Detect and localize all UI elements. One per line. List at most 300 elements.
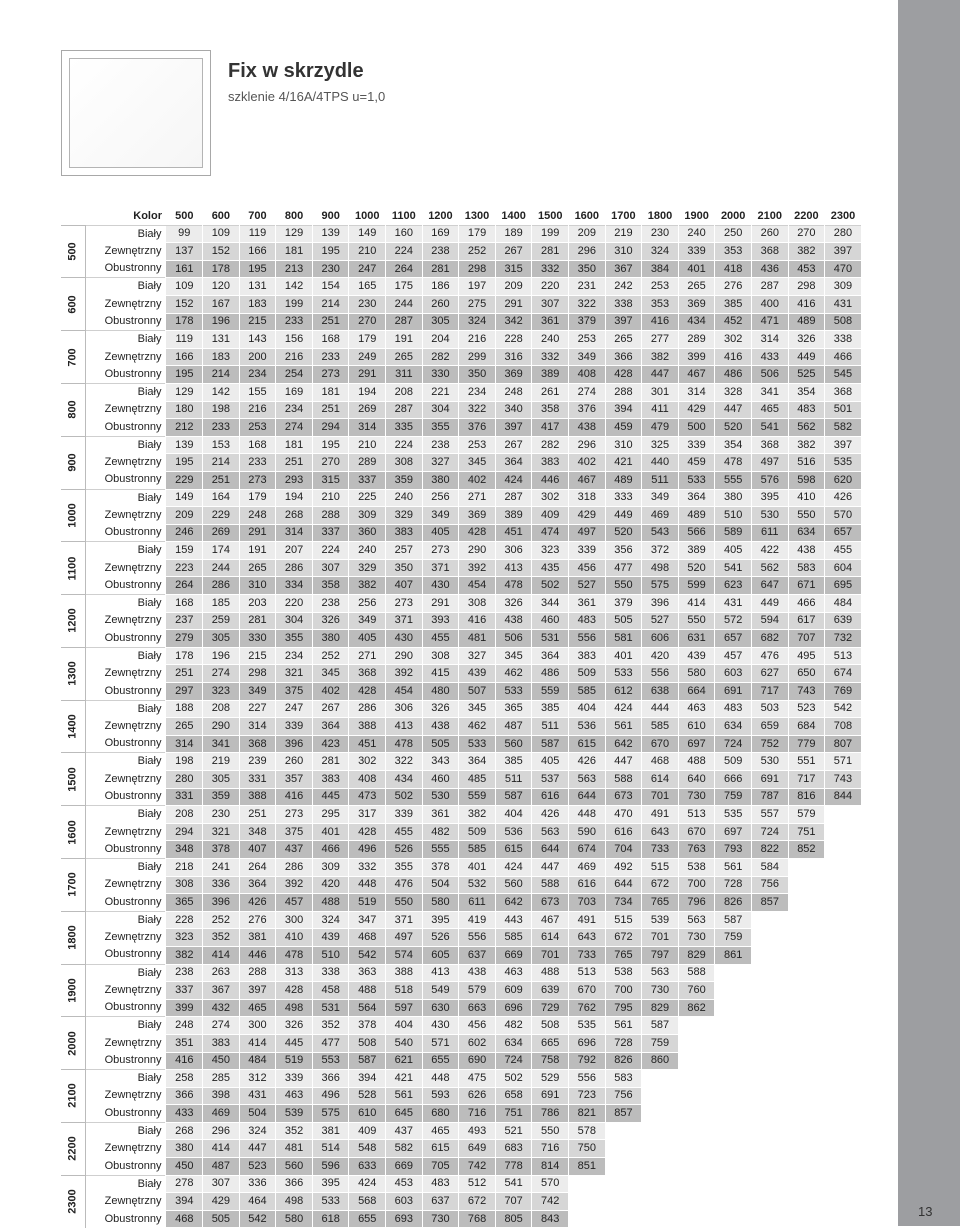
price-cell: 575 <box>312 1105 349 1123</box>
price-cell <box>715 982 752 1000</box>
price-cell: 455 <box>825 542 862 560</box>
row-color-label: Obustronny <box>86 630 166 648</box>
height-group-label <box>61 1122 86 1175</box>
price-cell: 634 <box>788 524 825 542</box>
price-cell <box>788 858 825 876</box>
row-color-label: Obustronny <box>86 1105 166 1123</box>
price-cell: 302 <box>715 331 752 349</box>
height-group-text: 2100 <box>66 1083 79 1109</box>
table-row <box>61 1175 861 1193</box>
price-cell: 612 <box>605 683 642 701</box>
price-cell: 488 <box>312 894 349 912</box>
price-cell: 493 <box>459 1122 496 1140</box>
price-cell: 501 <box>825 401 862 419</box>
price-cell <box>751 1070 788 1088</box>
price-cell: 216 <box>459 331 496 349</box>
price-cell: 496 <box>349 841 386 859</box>
price-cell: 576 <box>751 471 788 489</box>
price-cell: 265 <box>166 718 203 736</box>
price-cell: 520 <box>605 524 642 542</box>
price-cell: 234 <box>239 366 276 384</box>
price-cell: 305 <box>203 771 240 789</box>
price-cell: 288 <box>239 964 276 982</box>
price-cell: 429 <box>678 401 715 419</box>
price-cell: 178 <box>203 260 240 278</box>
price-cell: 445 <box>276 1034 313 1052</box>
price-cell: 643 <box>642 823 679 841</box>
price-cell <box>751 1122 788 1140</box>
price-cell: 265 <box>605 331 642 349</box>
price-cell: 286 <box>203 577 240 595</box>
price-cell: 298 <box>788 278 825 296</box>
price-cell <box>715 964 752 982</box>
price-cell: 397 <box>605 313 642 331</box>
price-cell: 463 <box>495 964 532 982</box>
table-row <box>61 419 861 437</box>
height-group-text: 1400 <box>66 714 79 739</box>
price-cell: 433 <box>751 348 788 366</box>
price-cell: 674 <box>569 841 606 859</box>
price-cell <box>751 1087 788 1105</box>
price-cell: 273 <box>386 595 423 613</box>
table-row <box>61 278 861 296</box>
price-cell: 627 <box>751 665 788 683</box>
price-cell: 414 <box>203 1140 240 1158</box>
price-cell: 251 <box>203 471 240 489</box>
price-cell: 379 <box>569 313 606 331</box>
row-color-label: Obustronny <box>86 524 166 542</box>
price-cell: 240 <box>386 489 423 507</box>
price-cell: 290 <box>459 542 496 560</box>
price-cell: 503 <box>751 700 788 718</box>
price-cell: 209 <box>495 278 532 296</box>
price-cell: 327 <box>459 647 496 665</box>
price-cell: 183 <box>239 295 276 313</box>
price-cell: 361 <box>569 595 606 613</box>
price-cell: 203 <box>239 595 276 613</box>
table-row <box>61 542 861 560</box>
price-cell: 428 <box>605 366 642 384</box>
price-cell <box>825 1052 862 1070</box>
price-cell: 497 <box>386 929 423 947</box>
price-cell: 465 <box>239 999 276 1017</box>
price-cell: 585 <box>569 683 606 701</box>
price-cell: 539 <box>642 911 679 929</box>
price-cell: 343 <box>422 753 459 771</box>
price-cell <box>751 999 788 1017</box>
price-cell <box>825 1122 862 1140</box>
price-cell: 533 <box>312 1193 349 1211</box>
row-color-label: Zewnętrzny <box>86 823 166 841</box>
price-cell: 559 <box>532 683 569 701</box>
price-cell: 216 <box>276 348 313 366</box>
price-cell: 244 <box>386 295 423 313</box>
table-row <box>61 929 861 947</box>
price-cell: 482 <box>495 1017 532 1035</box>
price-cell: 352 <box>203 929 240 947</box>
price-cell: 759 <box>715 788 752 806</box>
price-cell: 645 <box>386 1105 423 1123</box>
price-cell: 498 <box>276 999 313 1017</box>
row-color-label: Zewnętrzny <box>86 612 166 630</box>
price-cell: 388 <box>349 718 386 736</box>
price-cell: 560 <box>495 876 532 894</box>
height-group-label <box>61 595 86 648</box>
row-color-label: Obustronny <box>86 735 166 753</box>
price-cell: 763 <box>678 841 715 859</box>
price-cell: 510 <box>715 507 752 525</box>
price-cell: 256 <box>422 489 459 507</box>
price-cell: 530 <box>751 753 788 771</box>
height-group-text: 500 <box>66 242 79 261</box>
price-cell <box>678 1105 715 1123</box>
price-cell: 515 <box>605 911 642 929</box>
price-cell: 364 <box>678 489 715 507</box>
price-cell: 275 <box>459 295 496 313</box>
price-cell: 383 <box>203 1034 240 1052</box>
price-cell: 231 <box>569 278 606 296</box>
price-cell: 478 <box>715 454 752 472</box>
price-cell: 282 <box>532 436 569 454</box>
price-cell: 582 <box>825 419 862 437</box>
price-cell: 290 <box>203 718 240 736</box>
price-cell: 758 <box>532 1052 569 1070</box>
row-color-label: Biały <box>86 1122 166 1140</box>
price-cell: 416 <box>166 1052 203 1070</box>
price-cell: 326 <box>788 331 825 349</box>
price-cell: 484 <box>825 595 862 613</box>
price-cell: 475 <box>459 1070 496 1088</box>
price-cell: 208 <box>203 700 240 718</box>
price-cell <box>751 929 788 947</box>
height-group-text: 1900 <box>66 978 79 1003</box>
price-cell: 483 <box>422 1175 459 1193</box>
price-cell: 531 <box>312 999 349 1017</box>
price-cell: 680 <box>422 1105 459 1123</box>
price-cell: 762 <box>569 999 606 1017</box>
price-cell: 570 <box>825 507 862 525</box>
price-cell: 723 <box>569 1087 606 1105</box>
row-color-label: Zewnętrzny <box>86 1034 166 1052</box>
price-cell: 306 <box>495 542 532 560</box>
price-cell <box>678 1175 715 1193</box>
price-cell: 550 <box>605 577 642 595</box>
price-cell: 361 <box>422 806 459 824</box>
price-cell: 268 <box>276 507 313 525</box>
price-cell: 291 <box>349 366 386 384</box>
price-cell: 657 <box>715 630 752 648</box>
price-cell: 535 <box>569 1017 606 1035</box>
price-cell: 701 <box>642 929 679 947</box>
price-cell: 584 <box>751 858 788 876</box>
price-cell <box>825 858 862 876</box>
price-cell <box>751 964 788 982</box>
price-cell: 519 <box>276 1052 313 1070</box>
price-cell: 553 <box>312 1052 349 1070</box>
price-cell: 316 <box>495 348 532 366</box>
table-row <box>61 1193 861 1211</box>
price-cell: 385 <box>532 700 569 718</box>
price-cell: 155 <box>239 383 276 401</box>
row-color-label: Biały <box>86 964 166 982</box>
price-cell: 364 <box>459 753 496 771</box>
price-cell: 596 <box>312 1158 349 1176</box>
price-cell: 295 <box>312 806 349 824</box>
row-color-label: Zewnętrzny <box>86 401 166 419</box>
price-cell: 562 <box>788 419 825 437</box>
price-cell <box>751 1105 788 1123</box>
price-cell <box>642 1158 679 1176</box>
price-cell: 483 <box>715 700 752 718</box>
price-cell: 429 <box>569 507 606 525</box>
price-cell: 215 <box>239 647 276 665</box>
price-cell: 359 <box>386 471 423 489</box>
price-cell: 768 <box>459 1210 496 1228</box>
price-cell: 234 <box>276 647 313 665</box>
page-title: Fix w skrzydle <box>228 60 364 82</box>
price-cell <box>825 1158 862 1176</box>
price-cell: 508 <box>825 313 862 331</box>
price-cell: 500 <box>678 419 715 437</box>
row-color-label: Biały <box>86 489 166 507</box>
price-cell <box>788 1175 825 1193</box>
price-cell: 325 <box>642 436 679 454</box>
price-cell <box>751 1052 788 1070</box>
price-cell: 526 <box>422 929 459 947</box>
price-cell: 417 <box>532 419 569 437</box>
price-cell: 666 <box>715 771 752 789</box>
price-cell: 460 <box>422 771 459 789</box>
price-cell <box>788 1105 825 1123</box>
price-cell: 264 <box>166 577 203 595</box>
price-cell: 331 <box>239 771 276 789</box>
price-cell: 405 <box>422 524 459 542</box>
price-cell: 304 <box>422 401 459 419</box>
price-cell: 401 <box>678 260 715 278</box>
price-cell <box>825 999 862 1017</box>
price-cell: 139 <box>166 436 203 454</box>
price-cell: 469 <box>642 507 679 525</box>
price-cell: 507 <box>459 683 496 701</box>
price-cell: 448 <box>422 1070 459 1088</box>
price-cell: 560 <box>495 735 532 753</box>
price-cell: 368 <box>825 383 862 401</box>
price-cell: 119 <box>166 331 203 349</box>
price-cell: 347 <box>349 911 386 929</box>
price-cell: 380 <box>312 630 349 648</box>
price-cell: 276 <box>239 911 276 929</box>
price-cell: 214 <box>203 454 240 472</box>
price-cell: 618 <box>312 1210 349 1228</box>
price-cell: 525 <box>788 366 825 384</box>
table-row <box>61 401 861 419</box>
price-cell: 562 <box>751 559 788 577</box>
price-cell: 479 <box>642 419 679 437</box>
column-header: 2200 <box>788 208 825 225</box>
height-group-text: 1800 <box>66 925 79 950</box>
price-cell: 307 <box>532 295 569 313</box>
price-cell: 223 <box>166 559 203 577</box>
price-cell: 352 <box>312 1017 349 1035</box>
price-cell: 700 <box>678 876 715 894</box>
price-cell: 371 <box>422 559 459 577</box>
column-header: 2300 <box>825 208 862 225</box>
price-cell: 281 <box>239 612 276 630</box>
price-cell: 314 <box>678 383 715 401</box>
price-cell: 458 <box>312 982 349 1000</box>
row-color-label: Biały <box>86 1017 166 1035</box>
price-cell: 238 <box>422 243 459 261</box>
price-cell: 280 <box>166 771 203 789</box>
price-cell: 196 <box>203 313 240 331</box>
row-color-label: Biały <box>86 542 166 560</box>
price-cell: 195 <box>166 366 203 384</box>
price-cell <box>788 1087 825 1105</box>
price-cell: 751 <box>495 1105 532 1123</box>
side-bar <box>898 0 960 1226</box>
price-cell: 388 <box>386 964 423 982</box>
price-cell: 700 <box>605 982 642 1000</box>
price-cell: 451 <box>495 524 532 542</box>
price-cell: 450 <box>203 1052 240 1070</box>
price-cell: 194 <box>276 489 313 507</box>
price-cell <box>715 1034 752 1052</box>
row-color-label: Biały <box>86 911 166 929</box>
price-cell <box>642 1105 679 1123</box>
price-cell <box>825 1193 862 1211</box>
price-cell: 642 <box>605 735 642 753</box>
row-color-label: Biały <box>86 383 166 401</box>
price-cell: 862 <box>678 999 715 1017</box>
price-cell: 483 <box>569 612 606 630</box>
price-cell: 447 <box>715 401 752 419</box>
row-color-label: Biały <box>86 278 166 296</box>
price-cell: 191 <box>239 542 276 560</box>
price-cell <box>642 1140 679 1158</box>
height-group-label <box>61 858 86 911</box>
price-cell: 615 <box>495 841 532 859</box>
price-cell: 669 <box>495 946 532 964</box>
price-cell: 447 <box>532 858 569 876</box>
price-cell: 152 <box>166 295 203 313</box>
price-cell: 396 <box>276 735 313 753</box>
price-cell: 521 <box>495 1122 532 1140</box>
price-cell: 414 <box>203 946 240 964</box>
price-cell: 265 <box>386 348 423 366</box>
price-cell: 465 <box>751 401 788 419</box>
price-cell: 438 <box>788 542 825 560</box>
price-cell: 418 <box>715 260 752 278</box>
price-cell: 599 <box>678 577 715 595</box>
column-header: 1500 <box>532 208 569 225</box>
price-cell: 462 <box>459 718 496 736</box>
price-cell: 644 <box>605 876 642 894</box>
price-cell: 260 <box>276 753 313 771</box>
price-cell: 416 <box>459 612 496 630</box>
price-cell: 556 <box>569 630 606 648</box>
height-group-label <box>61 436 86 489</box>
header-row <box>61 208 861 225</box>
price-cell: 199 <box>532 225 569 243</box>
price-cell: 290 <box>386 647 423 665</box>
price-cell: 468 <box>166 1210 203 1228</box>
price-cell: 541 <box>751 419 788 437</box>
price-cell: 626 <box>459 1087 496 1105</box>
column-header: 1800 <box>642 208 679 225</box>
window-glass-pane <box>69 58 203 168</box>
price-cell: 349 <box>349 612 386 630</box>
price-cell: 509 <box>459 823 496 841</box>
price-cell: 448 <box>569 806 606 824</box>
price-cell: 580 <box>276 1210 313 1228</box>
price-cell: 252 <box>459 243 496 261</box>
price-cell: 143 <box>239 331 276 349</box>
price-cell: 383 <box>569 647 606 665</box>
price-cell <box>642 1087 679 1105</box>
price-cell: 323 <box>166 929 203 947</box>
price-cell: 796 <box>678 894 715 912</box>
price-cell <box>605 1175 642 1193</box>
price-cell <box>825 982 862 1000</box>
price-cell <box>788 911 825 929</box>
price-cell: 693 <box>386 1210 423 1228</box>
price-cell <box>788 1017 825 1035</box>
price-cell: 167 <box>203 295 240 313</box>
price-cell: 345 <box>459 454 496 472</box>
price-cell: 730 <box>642 982 679 1000</box>
price-cell: 637 <box>459 946 496 964</box>
height-group-label <box>61 489 86 542</box>
price-cell: 724 <box>495 1052 532 1070</box>
price-cell: 581 <box>605 630 642 648</box>
price-cell: 168 <box>166 595 203 613</box>
price-cell <box>678 1052 715 1070</box>
price-cell: 510 <box>312 946 349 964</box>
price-cell: 291 <box>422 595 459 613</box>
price-cell: 339 <box>386 806 423 824</box>
height-group-text: 1600 <box>66 819 79 845</box>
price-cell: 585 <box>642 718 679 736</box>
price-cell: 610 <box>678 718 715 736</box>
price-cell: 400 <box>751 295 788 313</box>
price-cell: 760 <box>678 982 715 1000</box>
price-cell: 449 <box>605 507 642 525</box>
price-cell: 466 <box>788 595 825 613</box>
price-cell: 707 <box>788 630 825 648</box>
column-header: 1200 <box>422 208 459 225</box>
price-cell: 164 <box>203 489 240 507</box>
price-cell: 639 <box>532 982 569 1000</box>
row-color-label: Obustronny <box>86 366 166 384</box>
price-cell: 382 <box>642 348 679 366</box>
price-cell: 119 <box>239 225 276 243</box>
price-cell: 404 <box>495 806 532 824</box>
price-cell: 615 <box>422 1140 459 1158</box>
table-row <box>61 1087 861 1105</box>
price-cell: 225 <box>349 489 386 507</box>
price-cell <box>678 1034 715 1052</box>
row-color-label: Biały <box>86 1070 166 1088</box>
price-cell: 195 <box>312 436 349 454</box>
price-cell: 420 <box>312 876 349 894</box>
price-cell: 166 <box>166 348 203 366</box>
price-cell: 366 <box>605 348 642 366</box>
price-cell: 341 <box>751 383 788 401</box>
price-cell: 587 <box>532 735 569 753</box>
height-group-label <box>61 383 86 436</box>
price-cell: 253 <box>569 331 606 349</box>
price-cell: 261 <box>532 383 569 401</box>
